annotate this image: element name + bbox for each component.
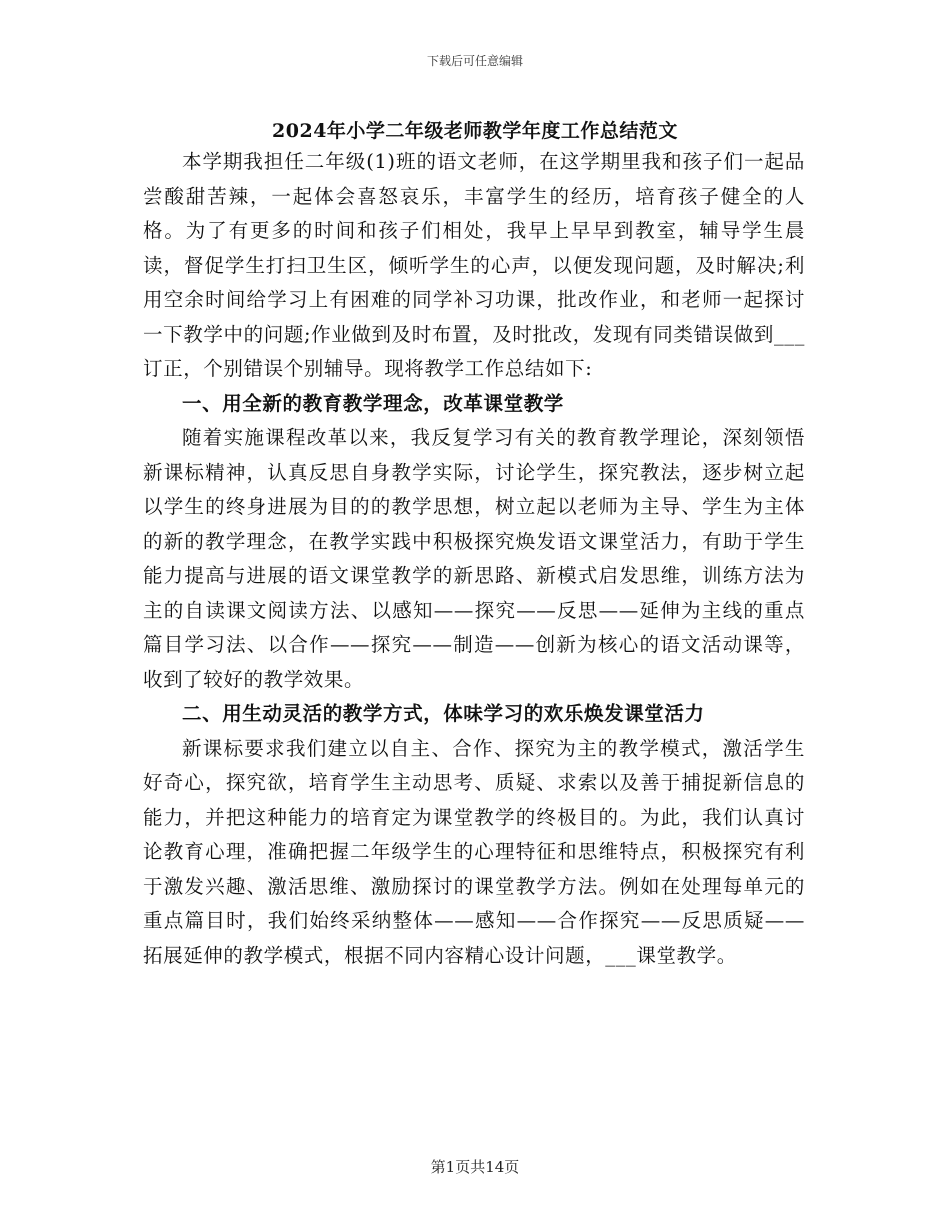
section-1-paragraph: 随着实施课程改革以来，我反复学习有关的教育教学理论，深刻领悟新课标精神，认真反思自身教学实际，讨论学生，探究教法，逐步树立起以学生的终身进展为目的的教学思想，树立起以老师为主导、学生为主体的新的教学理念，在教学实践中积极探究焕发语文课堂活力，有助于学生能力提高与进展的语文课堂教学的新思路、新模式启发思维，训练方法为主的自读课文阅读方法、以感知——探究——反思——延伸为主线的重点篇目学习法、以合作——探究——制造——创新为核心的语文活动课等，收到了较好的教学效果。	[143, 426, 805, 691]
document-title: 2024年小学二年级老师教学年度工作总结范文	[272, 120, 678, 142]
document-body	[143, 145, 805, 973]
intro-paragraph: 本学期我担任二年级(1)班的语文老师，在这学期里我和孩子们一起品尝酸甜苦辣，一起体会喜怒哀乐，丰富学生的经历，培育孩子健全的人格。为了有更多的时间和孩子们相处，我早上早早到教室，辅导学生晨读，督促学生打扫卫生区，倾听学生的心声，以便发现问题，及时解决;利用空余时间给学习上有困难的同学补习功课，批改作业，和老师一起探讨一下教学中的问题;作业做到及时布置，及时批改，发现有同类错误做到___订正，个别错误个别辅导。现将教学工作总结如下:	[143, 150, 805, 380]
section-heading-1: 一、用全新的教育教学理念，改革课堂教学	[182, 391, 564, 415]
page-header: 下载后可任意编辑	[426, 54, 523, 68]
section-heading-2: 二、用生动灵活的教学方式，体味学习的欢乐焕发课堂活力	[182, 702, 705, 725]
section-2-paragraph: 新课标要求我们建立以自主、合作、探究为主的教学模式，激活学生好奇心，探究欲，培育学生主动思考、质疑、求索以及善于捕捉新信息的能力，并把这种能力的培育定为课堂教学的终极目的。为此，我们认真讨论教育心理，准确把握二年级学生的心理特征和思维特点，积极探究有利于激发兴趣、激活思维、激励探讨的课堂教学方法。例如在处理每单元的重点篇目时，我们始终采纳整体——感知——合作探究——反思质疑——拓展延伸的教学模式，根据不同内容精心设计问题，___课堂教学。	[143, 736, 805, 967]
page-number: 第1页共14页	[430, 1158, 520, 1176]
